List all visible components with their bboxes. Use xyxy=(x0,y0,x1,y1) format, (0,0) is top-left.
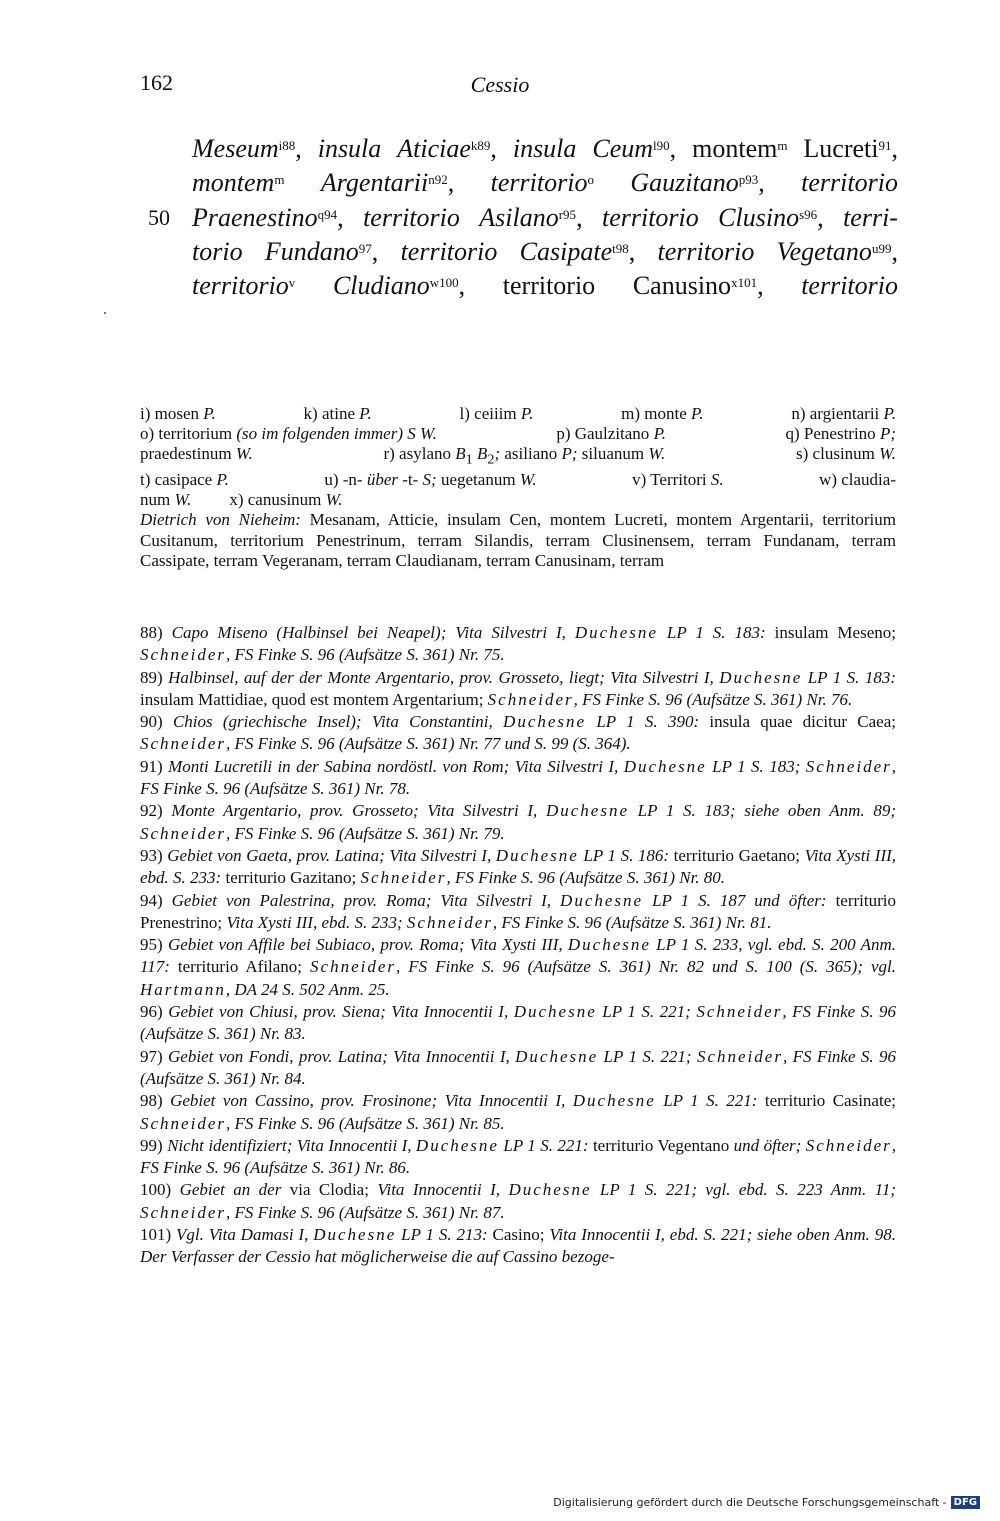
text-run: Duchesne xyxy=(572,1091,656,1111)
text-run: Schneider xyxy=(140,823,226,843)
text-run: LP 1 S. 221: xyxy=(498,1135,589,1155)
text-run: Schneider xyxy=(805,756,892,776)
text-run: , xyxy=(447,168,455,198)
text-run: 101) xyxy=(140,1225,177,1245)
text-run: P. xyxy=(653,424,667,444)
text-run: Capo Miseno (Halbinsel bei Neapel); Vita Silvestri I, xyxy=(171,623,575,642)
text-run: Duchesne xyxy=(415,1135,499,1155)
text-run: , FS Finke S. 96 (Aufsätze S. 361) Nr. 76. xyxy=(573,689,853,709)
text-run: Duchesne xyxy=(508,1180,592,1200)
text-run: insula quae dicitur Caea; xyxy=(699,712,896,732)
text-run: Schneider xyxy=(805,1135,892,1155)
text-run: , xyxy=(891,236,898,266)
text-run: LP 1 S. 221: xyxy=(655,1091,758,1111)
word-group xyxy=(633,269,764,303)
apparatus-entry xyxy=(791,404,896,424)
text-run: k) atine xyxy=(303,404,360,423)
text-run: territurio Prenestrino; xyxy=(140,890,896,932)
word-group xyxy=(321,166,454,200)
word-group xyxy=(491,166,594,200)
text-run: Casipate xyxy=(519,236,613,266)
text-run: u) -n- xyxy=(324,470,367,489)
footnote xyxy=(140,1224,896,1269)
subscript: 1 xyxy=(465,451,473,468)
text-run: Schneider xyxy=(310,957,397,977)
text-run: , FS Finke S. 96 (Aufsätze S. 361) Nr. 79. xyxy=(225,823,505,843)
text-run: t) casipace xyxy=(140,470,217,489)
footnote-marker: t98 xyxy=(612,240,629,256)
word-group xyxy=(192,269,295,303)
text-run: s) clusinum xyxy=(796,444,880,464)
text-run: q) Penestrino xyxy=(785,424,880,444)
text-run: über xyxy=(366,470,398,489)
text-run: Ceum xyxy=(592,134,654,163)
text-run: territurio Casinate; xyxy=(757,1091,896,1111)
text-run: , xyxy=(371,236,379,266)
text-run: via Clodia; xyxy=(289,1180,378,1200)
main-text-line xyxy=(192,132,898,166)
text-run: territorio xyxy=(400,236,498,266)
text-run: Schneider xyxy=(140,1202,226,1222)
text-run: , xyxy=(490,134,497,163)
text-run: w) claudia- xyxy=(819,470,896,489)
text-run: 95) xyxy=(140,935,168,955)
text-run: montem xyxy=(692,134,778,163)
page-number: 162 xyxy=(140,70,173,95)
text-run: Casino; xyxy=(487,1225,550,1245)
text-run: P. xyxy=(359,404,372,423)
text-run: S. xyxy=(710,470,724,489)
text-run: Duchesne xyxy=(515,1046,599,1066)
text-run: , xyxy=(757,271,764,301)
text-run: , FS Finke S. 96 (Aufsätze S. 361) Nr. 80. xyxy=(446,868,726,888)
text-run: l) ceiiim xyxy=(459,404,521,423)
word-group xyxy=(843,201,898,235)
text-run: 100) xyxy=(140,1180,180,1200)
text-run: Schneider xyxy=(406,912,493,932)
text-run: Gebiet von Affile bei Subiaco, prov. Roma; Vita Xysti III, xyxy=(167,935,568,955)
text-run: 97) xyxy=(140,1046,169,1066)
footnote xyxy=(140,1135,896,1180)
footnote xyxy=(140,756,896,801)
footnote-marker: 97 xyxy=(358,240,372,256)
text-run: Schneider xyxy=(140,734,226,754)
text-run: , FS Finke S. 96 (Aufsätze S. 361) Nr. 77 und S. 99 (S. 364). xyxy=(225,734,631,754)
text-run: Hartmann xyxy=(140,979,226,999)
text-run: territurio Afilano; xyxy=(169,957,311,977)
text-run: Schneider xyxy=(140,1113,226,1133)
text-run: ; xyxy=(494,444,505,464)
text-run: 88) xyxy=(140,623,172,642)
text-run: Duchesne xyxy=(513,1002,597,1022)
text-run: LP 1 S. 221; xyxy=(596,1002,697,1022)
footnotes-block xyxy=(140,622,896,1269)
apparatus-entry xyxy=(819,470,896,490)
text-run: P. xyxy=(520,404,534,423)
text-run: Argentarii xyxy=(320,168,429,198)
text-run: LP 1 S. 183: xyxy=(657,623,766,642)
apparatus-entry xyxy=(621,404,703,424)
text-run: Meseum xyxy=(192,134,279,163)
text-run: , xyxy=(295,134,302,163)
main-text-block xyxy=(192,132,898,303)
footnote xyxy=(140,622,896,667)
word-group xyxy=(801,166,898,200)
text-run: -t- xyxy=(398,470,423,489)
text-run: LP 1 S. 233, vgl. ebd. S. 200 Anm. 117: xyxy=(140,935,897,977)
word-group xyxy=(630,166,764,200)
text-run: Schneider xyxy=(696,1002,783,1022)
text-run: Vegetano xyxy=(776,236,872,266)
text-run: territorio xyxy=(601,202,699,232)
footnote-marker: p93 xyxy=(738,172,759,188)
text-run: territurio Vegentano xyxy=(588,1135,734,1155)
apparatus-entry xyxy=(460,404,534,424)
running-title: Cessio xyxy=(470,72,530,97)
text-run: Mesanam, Atticie, insulam Cen, montem Lucreti, montem Argentarii, territorium Cusitanum, territorium Penestrinum, terram Silandis, terram Clusinensem, terram Fundanam, terram Cassipate, terram Vegeranam, terram Claudianam, terram Canusinam, terram xyxy=(140,510,896,570)
footnote-marker: i88 xyxy=(278,138,296,153)
text-run: LP 1 S. 183; siehe oben Anm. 89; xyxy=(629,801,896,821)
text-run: 96) xyxy=(140,1002,169,1022)
text-run: Duchesne xyxy=(545,801,629,821)
text-run: , FS Finke S. 96 (Aufsätze S. 361) Nr. 83. xyxy=(140,1002,896,1044)
text-run: S; xyxy=(422,470,437,489)
text-run: r) asylano xyxy=(383,444,456,464)
text-run: B xyxy=(476,444,488,464)
text-run: , FS Finke S. 96 (Aufsätze S. 361) Nr. 78. xyxy=(140,756,897,799)
text-run: , xyxy=(628,236,636,266)
footnote xyxy=(140,890,896,935)
footnote-marker: n92 xyxy=(428,172,448,188)
word-group xyxy=(803,132,898,166)
text-run: 93) xyxy=(140,845,168,865)
footnote xyxy=(140,1001,896,1046)
text-run: siluanum xyxy=(577,444,649,464)
text-run: Gebiet von Fondi, prov. Latina; Vita Innocentii I, xyxy=(168,1046,516,1066)
text-run: Gebiet von Gaeta, prov. Latina; Vita Silvestri I, xyxy=(167,845,496,865)
line-number: 50 xyxy=(148,205,170,230)
text-run: , DA 24 S. 502 Anm. 25. xyxy=(225,979,390,999)
text-run: Gauzitano xyxy=(630,168,739,198)
word-group xyxy=(265,235,378,269)
text-run: , xyxy=(891,134,898,163)
text-run: Monte Argentario, prov. Grosseto; Vita Silvestri I, xyxy=(171,801,546,821)
footnote-marker: m xyxy=(274,172,285,188)
word-group xyxy=(718,201,823,235)
scan-speck xyxy=(104,312,106,314)
text-run: P; xyxy=(879,424,896,444)
text-run: Lucreti xyxy=(803,134,879,163)
text-run: Chios (griechische Insel); Vita Constantini, xyxy=(172,712,504,732)
apparatus-entry xyxy=(796,444,896,470)
text-run: und öfter; xyxy=(733,1135,806,1155)
text-run: asiliano xyxy=(504,444,562,464)
text-run: , xyxy=(817,202,824,232)
text-run: insula xyxy=(317,134,382,163)
main-text-line xyxy=(192,201,898,235)
word-group xyxy=(401,235,498,269)
text-run: W. xyxy=(879,444,896,464)
text-run: Vgl. Vita Damasi I, xyxy=(176,1225,314,1245)
text-run: insulam Meseno; xyxy=(765,623,896,642)
word-group xyxy=(503,269,595,303)
footnote-marker: 91 xyxy=(878,138,892,153)
text-run: W. xyxy=(648,444,666,464)
text-run: Aticiae xyxy=(397,134,471,163)
text-run: territurio Gaetano; xyxy=(669,845,805,865)
apparatus-entry xyxy=(140,470,229,490)
text-run: Gebiet von Palestrina, prov. Roma; Vita Silvestri I, xyxy=(171,890,561,910)
text-run: terri- xyxy=(843,202,898,232)
main-text-line xyxy=(192,235,898,269)
word-group xyxy=(520,235,636,269)
apparatus-entry xyxy=(304,404,372,424)
text-run: P; xyxy=(561,444,578,464)
footnote-marker: w100 xyxy=(429,275,459,291)
text-run: territorio xyxy=(801,271,898,301)
footnote-marker: q94 xyxy=(317,206,338,222)
text-run: territorio xyxy=(801,168,898,198)
text-run: LP 1 S. 390: xyxy=(586,712,700,732)
footnote xyxy=(140,1090,896,1135)
text-run: , xyxy=(669,134,677,163)
word-group xyxy=(479,201,582,235)
footnote xyxy=(140,711,896,756)
text-run: LP 1 S. 186: xyxy=(578,845,670,865)
subscript: 2 xyxy=(487,451,495,468)
text-run: v) Territori xyxy=(632,470,711,489)
text-run: Halbinsel, auf der der Monte Argentario, prov. Grosseto, liegt; Vita Silvestri I, xyxy=(168,667,720,687)
text-run: 91) xyxy=(140,756,169,776)
text-run: Duchesne xyxy=(623,756,707,776)
apparatus-entry xyxy=(556,424,666,444)
text-run: (so im folgenden immer) S W. xyxy=(236,424,437,444)
footnote xyxy=(140,667,896,712)
text-run: LP 1 S. 221; xyxy=(598,1046,697,1066)
text-run: Praenestino xyxy=(192,202,318,232)
apparatus-entry xyxy=(140,424,437,444)
text-run: Vita Innocentii I, xyxy=(377,1180,509,1200)
text-run: territurio Gazitano; xyxy=(221,868,361,888)
word-group xyxy=(192,201,344,235)
text-run: Duchesne xyxy=(560,890,644,910)
text-run: territorio xyxy=(363,202,460,232)
footnote xyxy=(140,1046,896,1091)
text-run: Monti Lucretili in der Sabina nordöstl. von Rom; Vita Silvestri I, xyxy=(168,756,624,776)
text-run: LP 1 S. 183: xyxy=(802,667,896,687)
text-run: Schneider xyxy=(487,689,574,709)
text-run: 92) xyxy=(140,801,172,821)
text-run: Duchesne xyxy=(503,712,587,732)
word-group xyxy=(192,235,243,269)
text-run: , FS Finke S. 96 (Aufsätze S. 361) Nr. 81. xyxy=(492,912,772,932)
text-run: Schneider xyxy=(140,645,226,665)
footnote-marker: u99 xyxy=(871,240,892,256)
text-run: territorio xyxy=(192,271,289,301)
apparatus-entry xyxy=(383,444,665,470)
word-group xyxy=(692,132,787,166)
word-group xyxy=(777,235,898,269)
dfg-logo-icon: DFG xyxy=(951,1496,980,1509)
text-run: W. xyxy=(235,444,253,464)
text-run: Schneider xyxy=(360,868,447,888)
text-run: Canusino xyxy=(632,271,732,301)
text-run: , FS Finke S. 96 (Aufsätze S. 361) Nr. 85. xyxy=(225,1113,505,1133)
footnote-marker: k89 xyxy=(470,138,491,153)
text-run: Duchesne xyxy=(567,935,651,955)
text-run: Vita Xysti III, ebd. S. 233: xyxy=(140,845,897,888)
text-run: LP 1 S. 183; xyxy=(706,756,806,776)
text-run: P. xyxy=(203,404,216,423)
word-group xyxy=(513,132,577,166)
footnote xyxy=(140,1179,896,1224)
text-run: 94) xyxy=(140,890,172,910)
word-group xyxy=(363,201,460,235)
text-run: , FS Finke S. 96 (Aufsätze S. 361) Nr. 82 und S. 100 (S. 365); vgl. xyxy=(396,957,896,977)
text-run: Vita Xysti III, ebd. S. 233; xyxy=(226,912,407,932)
text-run: , FS Finke S. 96 (Aufsätze S. 361) Nr. 87. xyxy=(225,1202,505,1222)
text-run: montem xyxy=(192,168,275,198)
text-run: Schneider xyxy=(696,1046,783,1066)
text-run: Cludiano xyxy=(332,271,430,301)
text-run: territorio xyxy=(657,236,755,266)
text-run: Vita Innocentii I, ebd. S. 221; siehe oben Anm. 98. Der Verfasser der Cessio hat möglicherweise die auf Cassino bezoge- xyxy=(140,1225,896,1267)
text-run: Duchesne xyxy=(495,845,579,865)
text-run: , xyxy=(576,202,583,232)
footnote-marker: m xyxy=(777,138,788,153)
word-group xyxy=(658,235,755,269)
apparatus-entry xyxy=(324,470,536,490)
text-run: LP 1 S. 187 und öfter: xyxy=(643,890,827,910)
text-run: Gebiet von Cassino, prov. Frosinone; Vita Innocentii I, xyxy=(170,1091,573,1111)
apparatus-row xyxy=(140,490,896,510)
text-run: praedestinum xyxy=(140,444,236,464)
footnote xyxy=(140,845,896,890)
text-run: Gebiet von Chiusi, prov. Siena; Vita Innocentii I, xyxy=(168,1002,514,1022)
text-run: P. xyxy=(883,404,896,423)
word-group xyxy=(192,166,284,200)
footnote-marker: l90 xyxy=(653,138,670,153)
apparatus-entry xyxy=(229,490,342,510)
main-text-line xyxy=(192,269,898,303)
footnote-marker: x101 xyxy=(731,275,758,291)
word-group xyxy=(602,201,699,235)
text-run: Asilano xyxy=(479,202,559,232)
text-run: 98) xyxy=(140,1091,171,1111)
critical-apparatus xyxy=(140,404,896,571)
apparatus-row xyxy=(140,404,896,424)
digitization-footer xyxy=(553,1496,980,1509)
word-group xyxy=(397,132,497,166)
text-run: 99) xyxy=(140,1135,168,1155)
text-run: Gebiet an der xyxy=(179,1180,290,1200)
footnote xyxy=(140,800,896,845)
text-run: territorio xyxy=(490,168,588,198)
text-run: Duchesne xyxy=(313,1225,397,1245)
main-text-line xyxy=(192,166,898,200)
footnote-marker: s96 xyxy=(799,206,818,222)
text-run: uegetanum xyxy=(436,470,520,489)
text-run: num xyxy=(140,490,175,510)
text-run: Clusino xyxy=(718,202,800,232)
text-run: p) Gaulzitano xyxy=(556,424,654,444)
word-group xyxy=(592,132,676,166)
text-run: insula xyxy=(512,134,577,163)
text-run: 89) xyxy=(140,667,169,687)
apparatus-entry xyxy=(140,490,191,510)
text-run: B xyxy=(455,444,466,464)
text-run: Nicht identifiziert; Vita Innocentii I, xyxy=(167,1135,416,1155)
word-group xyxy=(801,269,898,303)
text-run: m) monte xyxy=(621,404,692,423)
footnote-marker: o xyxy=(587,172,594,188)
text-run: torio xyxy=(192,236,243,266)
text-run: , FS Finke S. 96 (Aufsätze S. 361) Nr. 75. xyxy=(225,645,505,665)
word-group xyxy=(318,132,382,166)
text-run: insulam Mattidiae, quod est montem Argentarium; xyxy=(140,689,488,709)
footer-text: Digitalisierung gefördert durch die Deutsche Forschungsgemeinschaft - xyxy=(553,1496,947,1509)
text-run: Duchesne xyxy=(574,623,658,642)
text-run: 90) xyxy=(140,712,173,732)
text-run: x) canusinum xyxy=(229,490,326,510)
text-run: territorio xyxy=(502,271,596,301)
text-run: , xyxy=(337,202,344,232)
apparatus-row xyxy=(140,470,896,490)
text-run: Duchesne xyxy=(719,667,803,687)
text-run: , xyxy=(758,168,765,198)
footnote xyxy=(140,934,896,1001)
apparatus-row xyxy=(140,424,896,444)
text-run: Dietrich von Nieheim: xyxy=(140,510,301,530)
text-run: , FS Finke S. 96 (Aufsätze S. 361) Nr. 84. xyxy=(140,1046,896,1088)
word-group xyxy=(333,269,465,303)
word-group xyxy=(192,132,302,166)
text-run: W. xyxy=(325,490,343,510)
text-run: W. xyxy=(519,470,537,489)
apparatus-entry xyxy=(140,404,216,424)
text-run: n) argientarii xyxy=(791,404,884,423)
text-run: o) territorium xyxy=(140,424,237,444)
text-run: P. xyxy=(216,470,229,489)
text-run: , xyxy=(458,271,466,301)
apparatus-row xyxy=(140,444,896,470)
text-run: Fundano xyxy=(264,236,359,266)
text-run: LP 1 S. 221; vgl. ebd. S. 223 Anm. 11; xyxy=(591,1180,896,1200)
apparatus-entry xyxy=(140,444,253,470)
text-run: , FS Finke S. 96 (Aufsätze S. 361) Nr. 86. xyxy=(140,1135,896,1178)
apparatus-entry xyxy=(786,424,896,444)
dietrich-von-nieheim-variant xyxy=(140,510,896,571)
text-run: W. xyxy=(174,490,192,510)
footnote-marker: r95 xyxy=(558,206,577,222)
apparatus-entry xyxy=(632,470,724,490)
footnote-marker: v xyxy=(288,275,296,291)
text-run: P. xyxy=(691,404,704,423)
text-run: i) mosen xyxy=(140,404,204,423)
text-run: LP 1 S. 213: xyxy=(396,1225,488,1245)
